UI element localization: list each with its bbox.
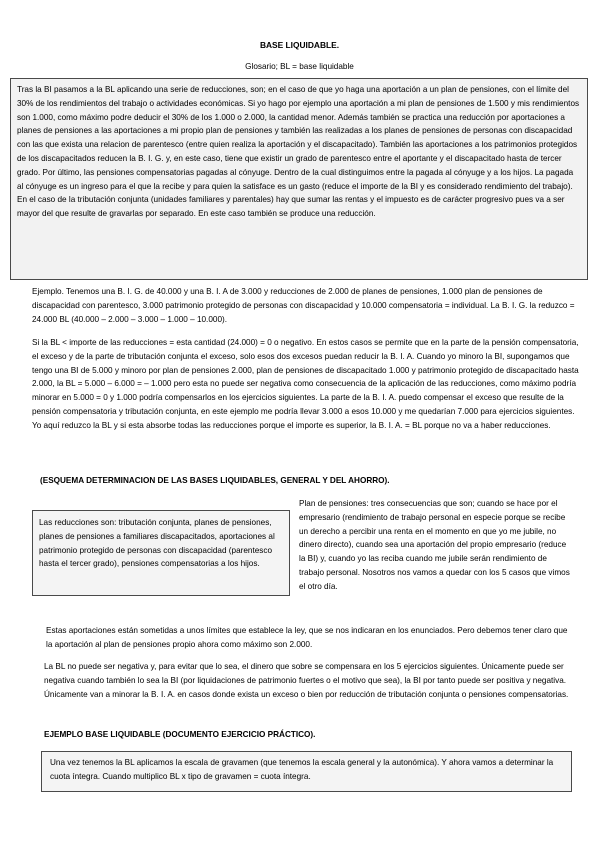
negative-bl-paragraph: Si la BL < importe de las reducciones = esta cantidad (24.000) = 0 o negativo. En estos casos se permite que en la parte de la pensión compensatoria, el exceso y de la parte de tributación conjunta el exceso, solo esos dos excesos puedan reducir la B. I. A. Cuando yo minoro la BI, supongamos que tengo una BI de 5.000 y minoro por plan de pensiones 2.000, plan de pensiones de discapacitado 1.000 y patrimonio protegido de discapacitado hasta 2.000, la BL = 5.000 – 6.000 = – 1.000 pero esta no puede ser negativa como consecuencia de la aplicación de las reducciones, como máximo podría minorar en 5.000 = 0 y 1.000 podría compensarlos en los ejercicios siguientes. La parte de la B. I. A. puedo compensar el exceso que resulte de la pensión compensatoria y tributación conjunta, en este ejemplo me podría llevar 3.000 a esos 10.000 y me quedarían 7.000 para ejercicios siguientes. Yo aquí reduzco la BL y si esta absorbe todas las reducciones porque el importe es superior, la B. I. A. = BL porque no va a haber reducciones. [32, 338, 579, 430]
gravamen-text: Una vez tenemos la BL aplicamos la escala de gravamen (que tenemos la escala general y la autonómica). Y ahora vamos a determinar la cuota íntegra. Cuando multiplico BL x tipo de gravamen = cuota íntegra. [50, 758, 554, 781]
page-title: BASE LIQUIDABLE. [259, 40, 340, 50]
bl-negativa-paragraph: La BL no puede ser negativa y, para evitar que lo sea, el dinero que sobre se compensara en los 5 ejercicios siguientes. Únicamente puede ser negativa cuando también lo sea la BI (por liquidaciones de patrimonio fuertes o el motivo que sea), la BI por tanto puede ser positiva y negativa. Únicamente van a minorar la B. I. A. en casos donde exista un exceso o bien por reducción de tributación conjunta o pensiones compensatorias. [44, 662, 569, 699]
example-paragraph: Ejemplo. Tenemos una B. I. G. de 40.000 y una B. I. A de 3.000 y reducciones de 2.000 de planes de pensiones, 1.000 plan de pensiones de discapacidad con parentesco, 3.000 patrimonio protegido de personas con discapacidad y 10.000 compensatoria = individual. La B. I. G. la reduzco = 24.000 BL (40.000 – 2.000 – 3.000 – 1.000 – 10.000). [32, 287, 575, 324]
intro-text: Tras la BI pasamos a la BL aplicando una serie de reducciones, son; en el caso de que yo haga una aportación a un plan de pensiones, con el límite del 30% de los rendimientos del trabajo o actividades económicas. Si yo hago por ejemplo una aportación a mi plan de pensiones de 1.500 y mis rendimientos son 1.000, como máximo podre deducir el 30% de los 1.000 o 2.000, la cantidad menor. Además también se practica una reducción por aportaciones a planes de pensiones a las aportaciones a mi propio plan de pensiones y también las realizadas a los planes de pensiones de personas con discapacidad con las que exista una relacion de parentesco (entre quien realiza la aportación y el discapacitado). También las aportaciones a los patrimonios protegidos de los discapacitados reducen la B. I. G. y, en este caso, tiene que existir un grado de parentesco entre el aportante y el discapacitado hasta de tercer grado. Por último, las pensiones compensatorias pagadas al cónyuge. Dentro de la cual distinguimos entre la pagada al cónyuge y a los hijos. La pagada al cónyuge es un ingreso para el que la recibe y para quien la satisface es un gasto (reduce el importe de la BI y es considerado rendimiento del trabajo). En el caso de la tributación conjunta (unidades familiares y parentales) hay que sumar las rentas y el impuesto es de carácter progresivo pues va a ser mayor del que resulte de gravarlas por separado. En este caso también se produce una reducción. [17, 85, 580, 219]
section-heading-ejemplo: EJEMPLO BASE LIQUIDABLE (DOCUMENTO EJERCICIO PRÁCTICO). [44, 730, 316, 739]
aportaciones-paragraph: Estas aportaciones están sometidas a unos límites que establece la ley, que se nos indicaran en los enunciados. Pero debemos tener claro que la aportación al plan de pensiones propio ahora como máximo son 2.000. [46, 626, 568, 649]
section-heading-esquema: (ESQUEMA DETERMINACION DE LAS BASES LIQUIDABLES, GENERAL Y DEL AHORRO). [40, 476, 390, 485]
reducciones-box [32, 510, 290, 596]
plan-pensiones-paragraph: Plan de pensiones: tres consecuencias que son; cuando se hace por el empresario (rendimiento de trabajo personal en especie porque se recibe un derecho a percibir una renta en el momento en que yo me jubile, no dinero directo), cuando sea una aportación del propio empresario (reduce la BI) y, cuando yo las reciba cuando me jubile serán rendimiento de trabajo personal. Nosotros nos vamos a quedar con los 5 casos que vimos el otro día. [299, 499, 570, 591]
reducciones-text: Las reducciones son: tributación conjunta, planes de pensiones, planes de pensiones a familiares discapacitados, aportaciones al patrimonio protegido de personas con discapacidad (parentesco hasta el tercer grado), pensiones compensatorias a los hijos. [39, 518, 275, 569]
intro-box [10, 78, 588, 280]
gravamen-box [41, 751, 572, 792]
glossary-line: Glosario; BL = base liquidable [245, 62, 354, 71]
